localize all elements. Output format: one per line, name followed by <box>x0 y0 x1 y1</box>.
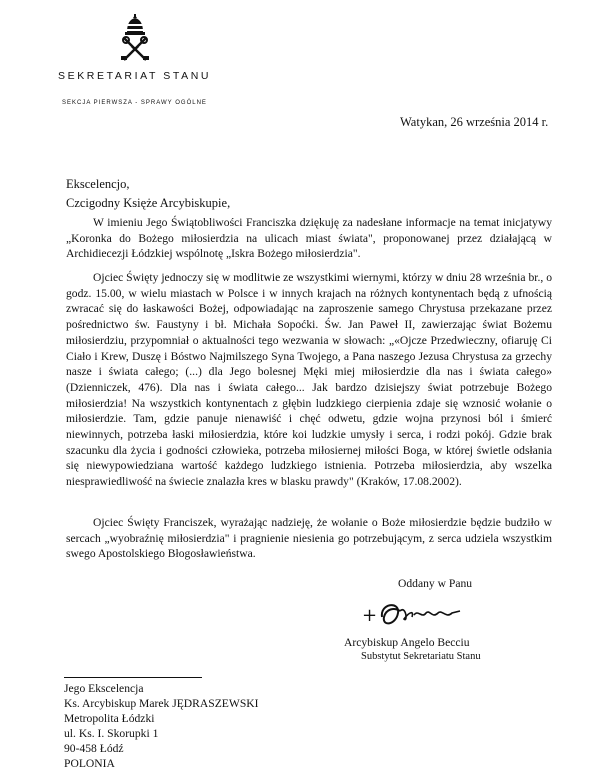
salutation-line-1: Ekscelencjo, <box>66 177 130 191</box>
signature-cross: + <box>362 605 378 626</box>
letter-date: Watykan, 26 września 2014 r. <box>400 115 549 129</box>
closing-phrase: Oddany w Panu <box>398 577 473 590</box>
handwritten-signature <box>360 597 480 631</box>
address-line-3: Metropolita Łódzki <box>64 712 155 725</box>
holy-see-emblem-icon <box>118 14 152 62</box>
signatory-name: Arcybiskup Angelo Becciu <box>344 636 470 649</box>
address-line-4: ul. Ks. I. Skorupki 1 <box>64 727 159 740</box>
address-line-1: Jego Ekscelencja <box>64 682 144 695</box>
section-name: SEKCJA PIERWSZA - SPRAWY OGÓLNE <box>62 100 207 106</box>
address-line-2: Ks. Arcybiskup Marek JĘDRASZEWSKI <box>64 697 259 710</box>
body-paragraph-3: Ojciec Święty Franciszek, wyrażając nadzieję, że wołanie o Boże miłosierdzie będzie budziło w sercach „wyobraźnię miłosierdzia" i pragnienie niesienia go potrzebującym, z serca udziela wszystkim swego Apostolskiego Błogosławieństwa. <box>66 516 552 561</box>
signatory-title: Substytut Sekretariatu Stanu <box>361 651 481 662</box>
body-paragraph-1: W imieniu Jego Świątobliwości Franciszka dziękuję za nadesłane informacje na temat inicjatywy „Koronka do Bożego miłosierdzia na ulicach miast świata", proponowanej przez działającą w Archidiecezji Łódzkiej wspólnotę „Iskra Bożego miłosierdzia". <box>66 216 552 261</box>
address-divider <box>64 677 202 678</box>
organization-name: SEKRETARIAT STANU <box>58 70 212 82</box>
address-line-5: 90-458 Łódź <box>64 742 124 755</box>
body-paragraph-2: Ojciec Święty jednoczy się w modlitwie ze wszystkimi wiernymi, którzy w dniu 28 września br., o godz. 15.00, w wielu miastach w Polsce i w innych krajach na różnych kontynentach będą z ufnością zwracać się do łaskawości Bożej, odpowiadając na zaproszenie samego Chrystusa przekazane przez pośrednictwo św. Faustyny i bł. Michała Sopoćki. Św. Jan Paweł II, zawierzając świat Bożemu miłosierdziu, przypomniał o aktualności tego wezwania w słowach: „«Ojcze Przedwieczny, ofiaruję Ci Ciało i Krew, Duszę i Bóstwo Najmilszego Syna Twojego, a Pana naszego Jezusa Chrystusa za grzechy nasze i świata całego; (...) dla Jego bolesnej Męki miej miłosierdzie dla nas i świata całego» (Dzienniczek, 476). Dla nas i świata całego... Jak bardzo dzisiejszy świat potrzebuje Bożego miłosierdzia! Na wszystkich kontynentach z głębin ludzkiego cierpienia zdaje się wznosić wołanie o miłosierdzie. Tam, gdzie panuje nienawiść i chęć odwetu, gdzie wojna przynosi ból i śmierć niewinnych, potrzeba łaski miłosierdzia, które koi ludzkie umysły i serca, i rodzi pokój. Gdzie brak szacunku dla życia i godności człowieka, potrzeba miłosiernej miłości Boga, w której świetle odsłania się niewypowiedziana wartość każdego ludzkiego istnienia. Potrzeba miłosierdzia, aby wszelka niesprawiedliwość na świecie znalazła kres w blasku prawdy" (Kraków, 17.08.2002). <box>66 271 552 489</box>
salutation-line-2: Czcigodny Księże Arcybiskupie, <box>66 196 231 210</box>
address-line-6: POLONIA <box>64 757 115 770</box>
